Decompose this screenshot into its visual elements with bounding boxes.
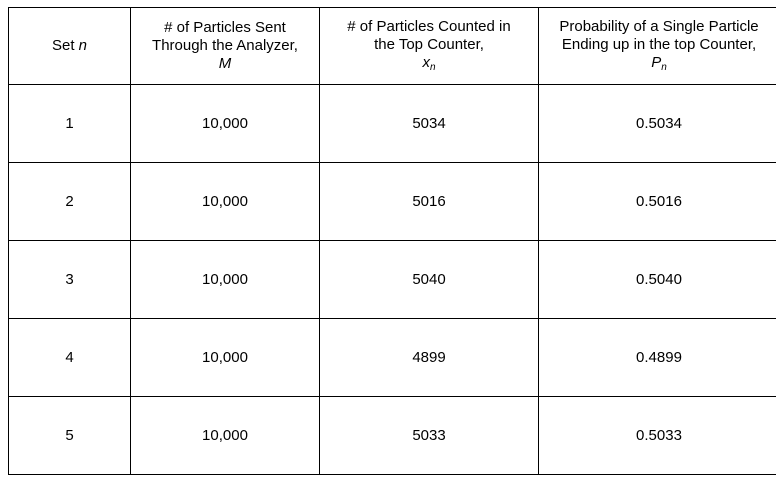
cell-set: 2 (9, 163, 131, 241)
header-row (9, 8, 776, 85)
cell-counted: 4899 (320, 319, 539, 397)
cell-probability: 0.5033 (539, 397, 776, 475)
cell-sent: 10,000 (131, 85, 320, 163)
cell-counted: 5034 (320, 85, 539, 163)
header-particles-sent: # of Particles Sent Through the Analyzer, M (131, 8, 320, 85)
cell-set: 3 (9, 241, 131, 319)
cell-set: 4 (9, 319, 131, 397)
cell-counted: 5040 (320, 241, 539, 319)
header-probability: Probability of a Single Particle Ending up in the top Counter, $P_n$ (539, 8, 776, 85)
header-particles-counted: # of Particles Counted in the Top Counter, $x_n$ (320, 8, 539, 85)
table-row (9, 163, 776, 241)
cell-sent: 10,000 (131, 397, 320, 475)
cell-sent: 10,000 (131, 241, 320, 319)
cell-set: 5 (9, 397, 131, 475)
cell-sent: 10,000 (131, 319, 320, 397)
table-row (9, 397, 776, 475)
particle-data-table (8, 7, 776, 475)
cell-probability: 0.5040 (539, 241, 776, 319)
cell-counted: 5016 (320, 163, 539, 241)
cell-probability: 0.4899 (539, 319, 776, 397)
cell-probability: 0.5016 (539, 163, 776, 241)
cell-sent: 10,000 (131, 163, 320, 241)
header-set: Set n (9, 8, 131, 85)
cell-set: 1 (9, 85, 131, 163)
cell-counted: 5033 (320, 397, 539, 475)
table-row (9, 85, 776, 163)
table-row (9, 319, 776, 397)
table-row (9, 241, 776, 319)
cell-probability: 0.5034 (539, 85, 776, 163)
